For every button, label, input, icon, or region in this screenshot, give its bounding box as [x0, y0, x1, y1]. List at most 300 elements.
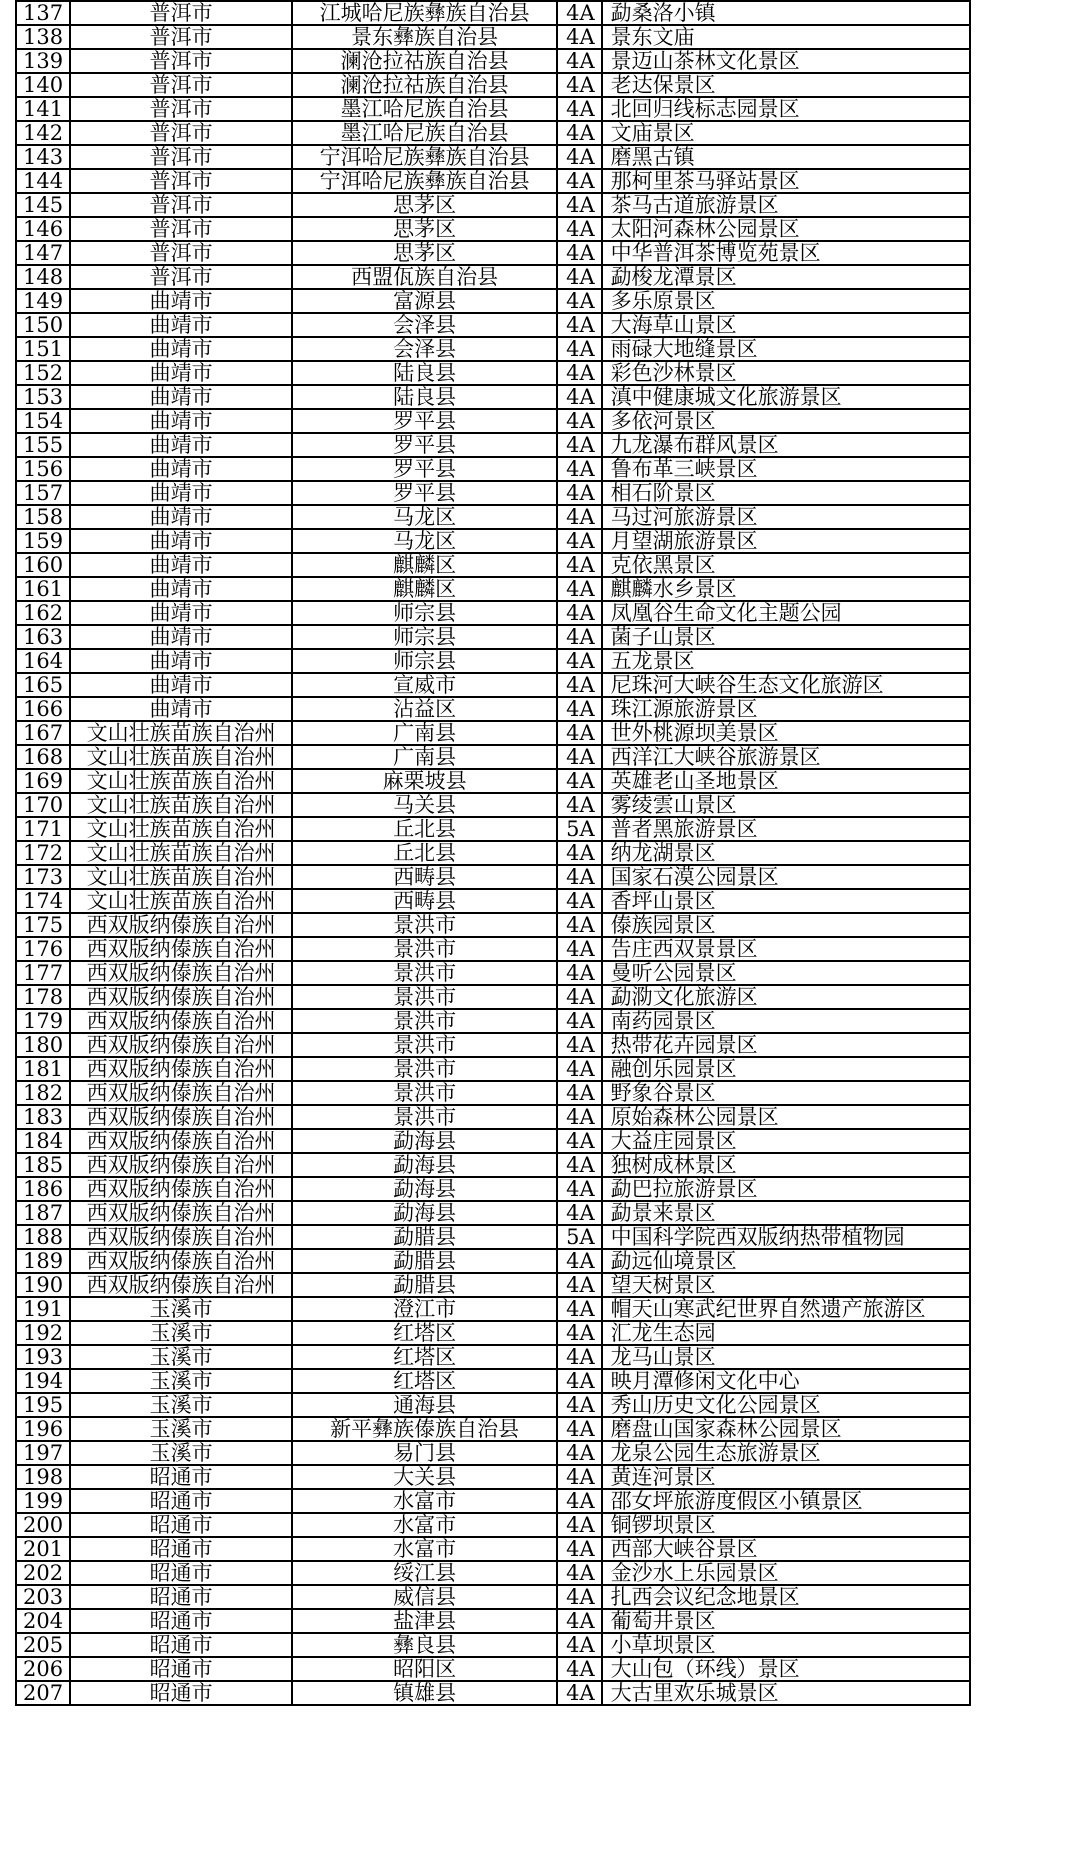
city-cell: 西双版纳傣族自治州 [70, 1129, 292, 1153]
county-cell: 勐海县 [292, 1177, 557, 1201]
table-row [16, 889, 970, 913]
level-cell: 4A [557, 1297, 602, 1321]
level-cell: 4A [557, 1417, 602, 1441]
table-row [16, 145, 970, 169]
county-cell: 景洪市 [292, 937, 557, 961]
table-row [16, 337, 970, 361]
level-cell: 4A [557, 289, 602, 313]
level-cell: 4A [557, 865, 602, 889]
city-cell: 昭通市 [70, 1465, 292, 1489]
county-cell: 威信县 [292, 1585, 557, 1609]
row-number-cell: 152 [16, 361, 70, 385]
level-cell: 4A [557, 481, 602, 505]
county-cell: 宣威市 [292, 673, 557, 697]
level-cell: 4A [557, 49, 602, 73]
row-number-cell: 167 [16, 721, 70, 745]
county-cell: 绥江县 [292, 1561, 557, 1585]
row-number-cell: 203 [16, 1585, 70, 1609]
level-cell: 4A [557, 529, 602, 553]
city-cell: 曲靖市 [70, 673, 292, 697]
level-cell: 4A [557, 313, 602, 337]
county-cell: 红塔区 [292, 1369, 557, 1393]
table-row [16, 481, 970, 505]
scenic-name-cell: 世外桃源坝美景区 [602, 721, 970, 745]
row-number-cell: 142 [16, 121, 70, 145]
scenic-name-cell: 尼珠河大峡谷生态文化旅游区 [602, 673, 970, 697]
scenic-name-cell: 独树成林景区 [602, 1153, 970, 1177]
county-cell: 广南县 [292, 745, 557, 769]
city-cell: 曲靖市 [70, 457, 292, 481]
city-cell: 昭通市 [70, 1513, 292, 1537]
scenic-name-cell: 英雄老山圣地景区 [602, 769, 970, 793]
table-row [16, 385, 970, 409]
scenic-name-cell: 西洋江大峡谷旅游景区 [602, 745, 970, 769]
row-number-cell: 192 [16, 1321, 70, 1345]
county-cell: 彝良县 [292, 1633, 557, 1657]
row-number-cell: 165 [16, 673, 70, 697]
county-cell: 陆良县 [292, 385, 557, 409]
level-cell: 4A [557, 265, 602, 289]
city-cell: 曲靖市 [70, 505, 292, 529]
county-cell: 陆良县 [292, 361, 557, 385]
scenic-name-cell: 克依黑景区 [602, 553, 970, 577]
county-cell: 宁洱哈尼族彝族自治县 [292, 145, 557, 169]
scenic-name-cell: 南药园景区 [602, 1009, 970, 1033]
scenic-name-cell: 景东文庙 [602, 25, 970, 49]
scenic-name-cell: 菌子山景区 [602, 625, 970, 649]
level-cell: 4A [557, 745, 602, 769]
city-cell: 文山壮族苗族自治州 [70, 865, 292, 889]
row-number-cell: 143 [16, 145, 70, 169]
table-row [16, 289, 970, 313]
city-cell: 曲靖市 [70, 625, 292, 649]
city-cell: 普洱市 [70, 169, 292, 193]
row-number-cell: 206 [16, 1657, 70, 1681]
scenic-name-cell: 北回归线标志园景区 [602, 97, 970, 121]
scenic-name-cell: 香坪山景区 [602, 889, 970, 913]
table-row [16, 673, 970, 697]
city-cell: 文山壮族苗族自治州 [70, 889, 292, 913]
row-number-cell: 166 [16, 697, 70, 721]
county-cell: 西畴县 [292, 889, 557, 913]
scenic-name-cell: 中国科学院西双版纳热带植物园 [602, 1225, 970, 1249]
level-cell: 4A [557, 1393, 602, 1417]
level-cell: 4A [557, 97, 602, 121]
table-row [16, 1201, 970, 1225]
table-row [16, 1633, 970, 1657]
table-row [16, 241, 970, 265]
scenic-name-cell: 望天树景区 [602, 1273, 970, 1297]
scenic-name-cell: 映月潭修闲文化中心 [602, 1369, 970, 1393]
scenic-name-cell: 汇龙生态园 [602, 1321, 970, 1345]
county-cell: 罗平县 [292, 481, 557, 505]
city-cell: 普洱市 [70, 49, 292, 73]
table-row [16, 961, 970, 985]
county-cell: 江城哈尼族彝族自治县 [292, 1, 557, 25]
county-cell: 会泽县 [292, 313, 557, 337]
row-number-cell: 199 [16, 1489, 70, 1513]
row-number-cell: 191 [16, 1297, 70, 1321]
county-cell: 师宗县 [292, 649, 557, 673]
scenic-name-cell: 大益庄园景区 [602, 1129, 970, 1153]
city-cell: 昭通市 [70, 1609, 292, 1633]
table-row [16, 841, 970, 865]
level-cell: 4A [557, 1273, 602, 1297]
county-cell: 马关县 [292, 793, 557, 817]
city-cell: 曲靖市 [70, 649, 292, 673]
scenic-name-cell: 相石阶景区 [602, 481, 970, 505]
city-cell: 昭通市 [70, 1489, 292, 1513]
row-number-cell: 207 [16, 1681, 70, 1705]
row-number-cell: 195 [16, 1393, 70, 1417]
county-cell: 麻栗坡县 [292, 769, 557, 793]
level-cell: 4A [557, 1129, 602, 1153]
table-row [16, 433, 970, 457]
county-cell: 会泽县 [292, 337, 557, 361]
scenic-name-cell: 大山包（环线）景区 [602, 1657, 970, 1681]
scenic-name-cell: 中华普洱茶博览苑景区 [602, 241, 970, 265]
table-row [16, 73, 970, 97]
county-cell: 勐腊县 [292, 1249, 557, 1273]
table-row [16, 649, 970, 673]
table-row [16, 1585, 970, 1609]
level-cell: 4A [557, 721, 602, 745]
city-cell: 玉溪市 [70, 1321, 292, 1345]
table-body [16, 1, 970, 1705]
scenic-name-cell: 磨盘山国家森林公园景区 [602, 1417, 970, 1441]
row-number-cell: 138 [16, 25, 70, 49]
row-number-cell: 185 [16, 1153, 70, 1177]
level-cell: 4A [557, 1369, 602, 1393]
row-number-cell: 145 [16, 193, 70, 217]
scenic-name-cell: 龙马山景区 [602, 1345, 970, 1369]
county-cell: 水富市 [292, 1537, 557, 1561]
county-cell: 景洪市 [292, 1033, 557, 1057]
table-row [16, 1057, 970, 1081]
level-cell: 4A [557, 1681, 602, 1705]
scenic-name-cell: 大海草山景区 [602, 313, 970, 337]
city-cell: 曲靖市 [70, 361, 292, 385]
row-number-cell: 163 [16, 625, 70, 649]
county-cell: 红塔区 [292, 1321, 557, 1345]
table-row [16, 193, 970, 217]
scenic-name-cell: 龙泉公园生态旅游景区 [602, 1441, 970, 1465]
level-cell: 4A [557, 337, 602, 361]
table-row [16, 1153, 970, 1177]
city-cell: 普洱市 [70, 193, 292, 217]
table-row [16, 1129, 970, 1153]
table-row [16, 1321, 970, 1345]
scenic-name-cell: 多依河景区 [602, 409, 970, 433]
table-row [16, 1297, 970, 1321]
level-cell: 4A [557, 457, 602, 481]
county-cell: 丘北县 [292, 817, 557, 841]
level-cell: 4A [557, 1345, 602, 1369]
table-row [16, 625, 970, 649]
table-row [16, 121, 970, 145]
city-cell: 曲靖市 [70, 313, 292, 337]
level-cell: 4A [557, 697, 602, 721]
scenic-name-cell: 太阳河森林公园景区 [602, 217, 970, 241]
county-cell: 罗平县 [292, 457, 557, 481]
level-cell: 4A [557, 73, 602, 97]
table-row [16, 265, 970, 289]
county-cell: 沾益区 [292, 697, 557, 721]
scenic-name-cell: 勐桑洛小镇 [602, 1, 970, 25]
row-number-cell: 177 [16, 961, 70, 985]
city-cell: 西双版纳傣族自治州 [70, 1249, 292, 1273]
table-row [16, 1105, 970, 1129]
table-row [16, 553, 970, 577]
table-row [16, 985, 970, 1009]
row-number-cell: 169 [16, 769, 70, 793]
county-cell: 师宗县 [292, 601, 557, 625]
city-cell: 文山壮族苗族自治州 [70, 721, 292, 745]
scenic-name-cell: 黄连河景区 [602, 1465, 970, 1489]
level-cell: 4A [557, 1465, 602, 1489]
table-row [16, 1177, 970, 1201]
row-number-cell: 201 [16, 1537, 70, 1561]
scenic-name-cell: 国家石漠公园景区 [602, 865, 970, 889]
table-row [16, 25, 970, 49]
level-cell: 4A [557, 553, 602, 577]
city-cell: 玉溪市 [70, 1441, 292, 1465]
table-row [16, 1489, 970, 1513]
level-cell: 4A [557, 25, 602, 49]
table-row [16, 97, 970, 121]
scenic-name-cell: 勐远仙境景区 [602, 1249, 970, 1273]
scenic-name-cell: 西部大峡谷景区 [602, 1537, 970, 1561]
county-cell: 勐海县 [292, 1201, 557, 1225]
table-row [16, 49, 970, 73]
county-cell: 西盟佤族自治县 [292, 265, 557, 289]
city-cell: 玉溪市 [70, 1297, 292, 1321]
table-row [16, 601, 970, 625]
city-cell: 曲靖市 [70, 409, 292, 433]
county-cell: 水富市 [292, 1513, 557, 1537]
row-number-cell: 139 [16, 49, 70, 73]
level-cell: 4A [557, 1321, 602, 1345]
table-row [16, 697, 970, 721]
row-number-cell: 149 [16, 289, 70, 313]
scenic-name-cell: 雾绫雲山景区 [602, 793, 970, 817]
scenic-name-cell: 告庄西双景景区 [602, 937, 970, 961]
city-cell: 曲靖市 [70, 529, 292, 553]
table-row [16, 865, 970, 889]
row-number-cell: 176 [16, 937, 70, 961]
row-number-cell: 150 [16, 313, 70, 337]
table-row [16, 1273, 970, 1297]
county-cell: 景洪市 [292, 1057, 557, 1081]
scenic-name-cell: 扎西会议纪念地景区 [602, 1585, 970, 1609]
level-cell: 4A [557, 985, 602, 1009]
level-cell: 4A [557, 625, 602, 649]
county-cell: 大关县 [292, 1465, 557, 1489]
county-cell: 丘北县 [292, 841, 557, 865]
scenic-name-cell: 那柯里茶马驿站景区 [602, 169, 970, 193]
county-cell: 澜沧拉祜族自治县 [292, 49, 557, 73]
row-number-cell: 186 [16, 1177, 70, 1201]
scenic-name-cell: 融创乐园景区 [602, 1057, 970, 1081]
city-cell: 曲靖市 [70, 577, 292, 601]
scenic-name-cell: 九龙瀑布群风景区 [602, 433, 970, 457]
level-cell: 4A [557, 1513, 602, 1537]
table-row [16, 1, 970, 25]
row-number-cell: 159 [16, 529, 70, 553]
table-row [16, 1465, 970, 1489]
county-cell: 罗平县 [292, 433, 557, 457]
level-cell: 4A [557, 937, 602, 961]
row-number-cell: 202 [16, 1561, 70, 1585]
level-cell: 4A [557, 769, 602, 793]
row-number-cell: 158 [16, 505, 70, 529]
level-cell: 4A [557, 409, 602, 433]
county-cell: 新平彝族傣族自治县 [292, 1417, 557, 1441]
row-number-cell: 183 [16, 1105, 70, 1129]
level-cell: 4A [557, 1609, 602, 1633]
city-cell: 普洱市 [70, 25, 292, 49]
level-cell: 4A [557, 1489, 602, 1513]
city-cell: 玉溪市 [70, 1393, 292, 1417]
county-cell: 镇雄县 [292, 1681, 557, 1705]
scenic-name-cell: 茶马古道旅游景区 [602, 193, 970, 217]
scenic-name-cell: 野象谷景区 [602, 1081, 970, 1105]
table-row [16, 913, 970, 937]
city-cell: 曲靖市 [70, 601, 292, 625]
city-cell: 昭通市 [70, 1633, 292, 1657]
scenic-name-cell: 帽天山寒武纪世界自然遗产旅游区 [602, 1297, 970, 1321]
scenic-name-cell: 文庙景区 [602, 121, 970, 145]
row-number-cell: 198 [16, 1465, 70, 1489]
level-cell: 4A [557, 1105, 602, 1129]
level-cell: 4A [557, 121, 602, 145]
county-cell: 广南县 [292, 721, 557, 745]
row-number-cell: 153 [16, 385, 70, 409]
row-number-cell: 171 [16, 817, 70, 841]
city-cell: 西双版纳傣族自治州 [70, 961, 292, 985]
table-row [16, 505, 970, 529]
city-cell: 西双版纳傣族自治州 [70, 1273, 292, 1297]
table-row [16, 313, 970, 337]
table-row [16, 1657, 970, 1681]
row-number-cell: 182 [16, 1081, 70, 1105]
level-cell: 4A [557, 649, 602, 673]
county-cell: 景洪市 [292, 913, 557, 937]
level-cell: 4A [557, 1201, 602, 1225]
table-row [16, 817, 970, 841]
level-cell: 4A [557, 1441, 602, 1465]
row-number-cell: 196 [16, 1417, 70, 1441]
table-row [16, 577, 970, 601]
city-cell: 普洱市 [70, 145, 292, 169]
city-cell: 西双版纳傣族自治州 [70, 1057, 292, 1081]
scenic-name-cell: 秀山历史文化公园景区 [602, 1393, 970, 1417]
row-number-cell: 180 [16, 1033, 70, 1057]
table-row [16, 745, 970, 769]
city-cell: 普洱市 [70, 121, 292, 145]
row-number-cell: 156 [16, 457, 70, 481]
scenic-name-cell: 月望湖旅游景区 [602, 529, 970, 553]
scenic-name-cell: 铜锣坝景区 [602, 1513, 970, 1537]
table-row [16, 769, 970, 793]
row-number-cell: 170 [16, 793, 70, 817]
city-cell: 文山壮族苗族自治州 [70, 841, 292, 865]
scenic-name-cell: 曼听公园景区 [602, 961, 970, 985]
row-number-cell: 151 [16, 337, 70, 361]
city-cell: 西双版纳傣族自治州 [70, 913, 292, 937]
city-cell: 昭通市 [70, 1561, 292, 1585]
row-number-cell: 174 [16, 889, 70, 913]
scenic-name-cell: 原始森林公园景区 [602, 1105, 970, 1129]
scenic-name-cell: 大古里欢乐城景区 [602, 1681, 970, 1705]
city-cell: 西双版纳傣族自治州 [70, 1009, 292, 1033]
city-cell: 玉溪市 [70, 1417, 292, 1441]
county-cell: 澜沧拉祜族自治县 [292, 73, 557, 97]
scenic-name-cell: 金沙水上乐园景区 [602, 1561, 970, 1585]
level-cell: 5A [557, 1225, 602, 1249]
row-number-cell: 188 [16, 1225, 70, 1249]
table-row [16, 1609, 970, 1633]
scenic-name-cell: 勐巴拉旅游景区 [602, 1177, 970, 1201]
city-cell: 文山壮族苗族自治州 [70, 793, 292, 817]
row-number-cell: 157 [16, 481, 70, 505]
row-number-cell: 197 [16, 1441, 70, 1465]
county-cell: 昭阳区 [292, 1657, 557, 1681]
city-cell: 曲靖市 [70, 553, 292, 577]
level-cell: 4A [557, 1249, 602, 1273]
level-cell: 4A [557, 913, 602, 937]
row-number-cell: 146 [16, 217, 70, 241]
scenic-name-cell: 磨黑古镇 [602, 145, 970, 169]
row-number-cell: 141 [16, 97, 70, 121]
table-row [16, 1513, 970, 1537]
county-cell: 富源县 [292, 289, 557, 313]
city-cell: 西双版纳傣族自治州 [70, 1177, 292, 1201]
row-number-cell: 194 [16, 1369, 70, 1393]
city-cell: 普洱市 [70, 241, 292, 265]
county-cell: 西畴县 [292, 865, 557, 889]
county-cell: 思茅区 [292, 193, 557, 217]
city-cell: 西双版纳傣族自治州 [70, 1033, 292, 1057]
scenic-name-cell: 纳龙湖景区 [602, 841, 970, 865]
row-number-cell: 193 [16, 1345, 70, 1369]
county-cell: 马龙区 [292, 505, 557, 529]
row-number-cell: 205 [16, 1633, 70, 1657]
scenic-name-cell: 凤凰谷生命文化主题公园 [602, 601, 970, 625]
county-cell: 景洪市 [292, 1009, 557, 1033]
scenic-name-cell: 五龙景区 [602, 649, 970, 673]
city-cell: 昭通市 [70, 1537, 292, 1561]
city-cell: 普洱市 [70, 217, 292, 241]
scenic-name-cell: 珠江源旅游景区 [602, 697, 970, 721]
scenic-name-cell: 勐泐文化旅游区 [602, 985, 970, 1009]
level-cell: 4A [557, 385, 602, 409]
table-row [16, 1249, 970, 1273]
row-number-cell: 161 [16, 577, 70, 601]
scenic-name-cell: 葡萄井景区 [602, 1609, 970, 1633]
scenic-name-cell: 热带花卉园景区 [602, 1033, 970, 1057]
table-row [16, 1561, 970, 1585]
county-cell: 景洪市 [292, 1105, 557, 1129]
level-cell: 4A [557, 1633, 602, 1657]
row-number-cell: 173 [16, 865, 70, 889]
scenic-name-cell: 彩色沙林景区 [602, 361, 970, 385]
county-cell: 澄江市 [292, 1297, 557, 1321]
level-cell: 4A [557, 961, 602, 985]
county-cell: 马龙区 [292, 529, 557, 553]
level-cell: 4A [557, 1057, 602, 1081]
city-cell: 曲靖市 [70, 289, 292, 313]
